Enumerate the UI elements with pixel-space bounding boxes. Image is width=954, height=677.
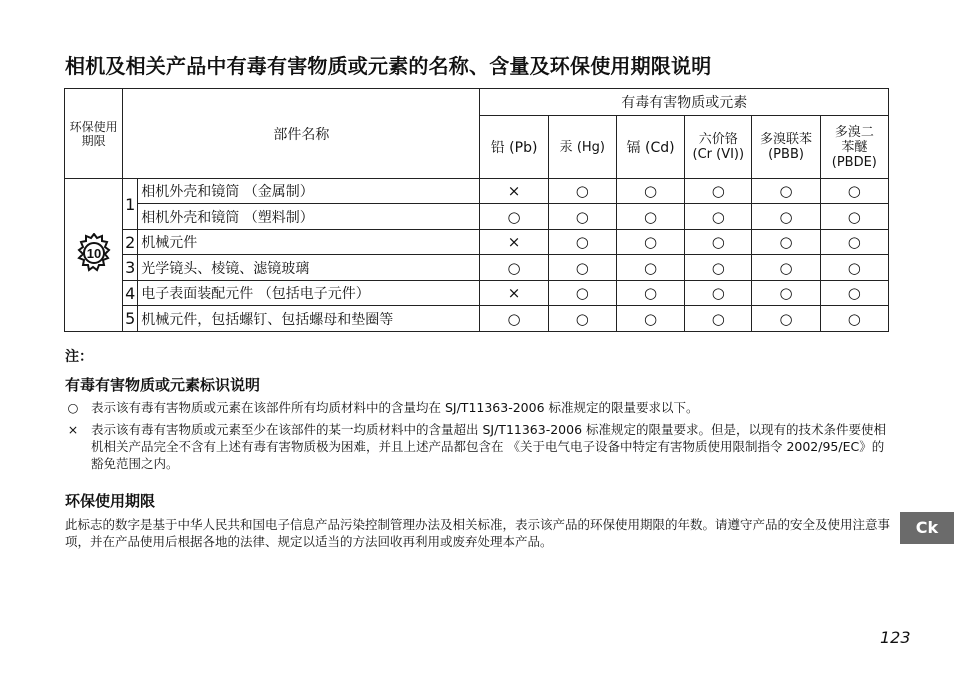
mark-chromium: ○ <box>685 204 752 230</box>
row-number: 5 <box>123 306 138 332</box>
mark-lead: ○ <box>480 204 548 230</box>
part-name: 机械元件，包括螺钉、包括螺母和垫圈等 <box>138 306 480 332</box>
hazardous-substance-table <box>64 88 889 332</box>
header-cadmium: 镉 (Cd) <box>616 116 684 179</box>
header-period: 环保使用期限 <box>65 89 123 179</box>
header-pbde: 多溴二 苯醚 (PBDE) <box>820 116 888 179</box>
page-title: 相机及相关产品中有毒有害物质或元素的名称、含量及环保使用期限说明 <box>65 54 712 78</box>
header-substances: 有毒有害物质或元素 <box>480 89 889 116</box>
circle-symbol: ○ <box>67 400 79 415</box>
mark-pbb: ○ <box>752 281 820 306</box>
mark-pbde: ○ <box>820 255 888 281</box>
environment-protection-period-icon <box>74 233 114 273</box>
mark-mercury: ○ <box>548 306 616 332</box>
page-number: 123 <box>880 628 911 647</box>
mark-chromium: ○ <box>685 179 752 204</box>
part-name: 光学镜头、棱镜、滤镜玻璃 <box>138 255 480 281</box>
row-number: 2 <box>123 230 138 255</box>
legend-heading: 有毒有害物质或元素标识说明 <box>65 376 261 394</box>
mark-mercury: ○ <box>548 281 616 306</box>
part-name: 机械元件 <box>138 230 480 255</box>
note-label: 注： <box>65 349 93 365</box>
mark-cadmium: ○ <box>616 204 684 230</box>
mark-lead: ○ <box>480 306 548 332</box>
row-number: 4 <box>123 281 138 306</box>
mark-pbb: ○ <box>752 204 820 230</box>
mark-pbde: ○ <box>820 281 888 306</box>
part-name: 相机外壳和镜筒 （金属制） <box>138 179 480 204</box>
epup-logo-cell <box>65 179 123 332</box>
period-heading: 环保使用期限 <box>65 492 156 510</box>
epup-logo-number: 10 <box>86 246 101 261</box>
legend-item-circle <box>65 399 890 416</box>
mark-cadmium: ○ <box>616 255 684 281</box>
mark-lead: × <box>480 230 548 255</box>
period-text: 此标志的数字是基于中华人民共和国电子信息产品污染控制管理办法及相关标准，表示该产品的环保使用期限的年数。请遵守产品的安全及使用注意事项，并在产品使用后根据各地的法律、规定以适当的方法回收再利用或废弃处理本产品。 <box>65 517 891 549</box>
cross-symbol: × <box>67 422 79 437</box>
mark-pbde: ○ <box>820 230 888 255</box>
language-tab: Ck <box>900 512 954 544</box>
mark-lead: ○ <box>480 255 548 281</box>
legend-text: 表示该有毒有害物质或元素至少在该部件的某一均质材料中的含量超出 SJ/T11363-2006 标准规定的限量要求。但是，以现有的技术条件要使相机相关产品完全不含有上述有毒有害物质极为困难，并且上述产品都包含在 《关于电气电子设备中特定有害物质使用限制指令 2002/95/EC》的豁免范围之内。 <box>91 422 887 471</box>
mark-cadmium: ○ <box>616 179 684 204</box>
mark-lead: × <box>480 179 548 204</box>
header-mercury: 汞 (Hg) <box>548 116 616 179</box>
mark-chromium: ○ <box>685 255 752 281</box>
header-lead: 铅 (Pb) <box>480 116 548 179</box>
legend-item-cross <box>65 421 890 472</box>
mark-mercury: ○ <box>548 230 616 255</box>
mark-pbde: ○ <box>820 179 888 204</box>
mark-pbde: ○ <box>820 306 888 332</box>
mark-mercury: ○ <box>548 179 616 204</box>
mark-chromium: ○ <box>685 281 752 306</box>
mark-pbb: ○ <box>752 179 820 204</box>
mark-lead: × <box>480 281 548 306</box>
legend-text: 表示该有毒有害物质或元素在该部件所有均质材料中的含量均在 SJ/T11363-2006 标准规定的限量要求以下。 <box>91 400 699 415</box>
mark-pbb: ○ <box>752 306 820 332</box>
header-chromium: 六价铬 (Cr (VI)) <box>685 116 752 179</box>
header-part-name: 部件名称 <box>123 89 480 179</box>
mark-cadmium: ○ <box>616 281 684 306</box>
mark-chromium: ○ <box>685 230 752 255</box>
part-name: 相机外壳和镜筒 （塑料制） <box>138 204 480 230</box>
mark-mercury: ○ <box>548 255 616 281</box>
mark-mercury: ○ <box>548 204 616 230</box>
mark-cadmium: ○ <box>616 230 684 255</box>
mark-pbde: ○ <box>820 204 888 230</box>
mark-pbb: ○ <box>752 230 820 255</box>
mark-pbb: ○ <box>752 255 820 281</box>
row-number: 1 <box>123 179 138 230</box>
part-name: 电子表面装配元件 （包括电子元件） <box>138 281 480 306</box>
row-number: 3 <box>123 255 138 281</box>
mark-cadmium: ○ <box>616 306 684 332</box>
mark-chromium: ○ <box>685 306 752 332</box>
header-pbb: 多溴联苯 (PBB) <box>752 116 820 179</box>
